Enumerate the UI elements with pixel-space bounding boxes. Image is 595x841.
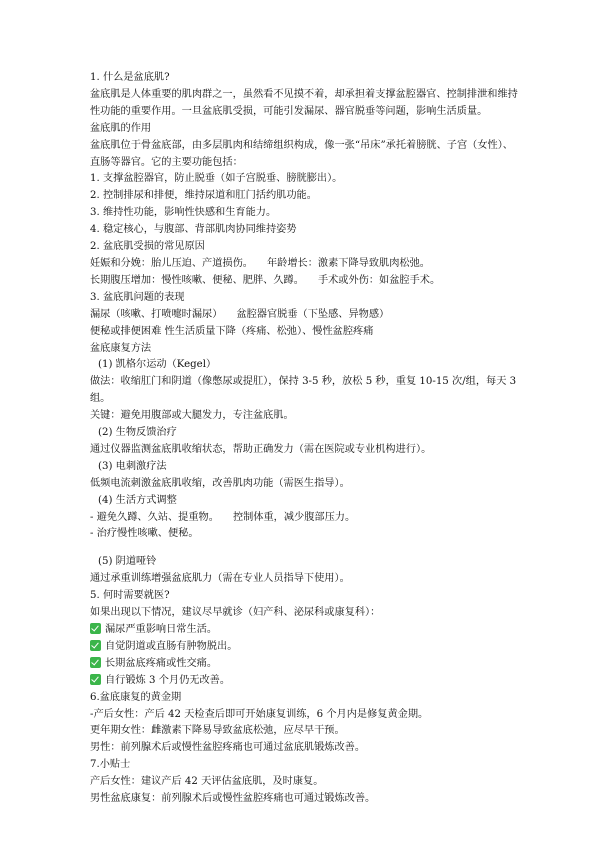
estim-text: 低频电流刺激盆底肌收缩，改善肌肉功能（需医生指导）。 xyxy=(90,477,350,489)
golden-period-heading: 6.盆底康复的黄金期 xyxy=(90,691,182,703)
section-1-heading: 1. 什么是盆底肌? xyxy=(90,72,170,83)
symptom-heading: 3. 盆底肌问题的表现 xyxy=(90,291,185,303)
golden-period-item: -产后女性：产后 42 天检查后即可开始康复训练，6 个月内是修复黄金期。 xyxy=(90,708,429,720)
document-body xyxy=(90,70,520,808)
doctor-heading: 5. 何时需要就医? xyxy=(90,590,170,602)
kegel-key: 关键：避免用腹部或大腿发力，专注盆底肌。 xyxy=(90,410,294,422)
function-heading: 盆底肌的作用 xyxy=(90,122,152,134)
tips-item: 产后女性：建议产后 42 天评估盆底肌，及时康复。 xyxy=(90,776,324,788)
symptom-row: 便秘或排便困难 性生活质量下降（疼痛、松弛）、慢性盆腔疼痛 xyxy=(90,325,374,337)
lifestyle-item: 控制体重，减少腹部压力。 xyxy=(232,511,356,523)
cause-item: 年龄增长：激素下降导致肌肉松弛。 xyxy=(267,257,430,269)
golden-period-item: 男性：前列腺术后或慢性盆腔疼痛也可通过盆底肌锻炼改善。 xyxy=(90,742,366,754)
kegel-heading: (1) 凯格尔运动（Kegel） xyxy=(98,359,217,371)
check-icon xyxy=(90,657,101,668)
golden-period-item: 更年期女性：雌激素下降易导致盆底松弛，应尽早干预。 xyxy=(90,725,345,737)
check-icon xyxy=(90,640,101,651)
check-icon xyxy=(90,623,101,634)
function-item: 4. 稳定核心，与腹部、背部肌肉协同维持姿势 xyxy=(90,224,297,236)
cause-item: 妊娠和分娩：胎儿压迫、产道损伤。 xyxy=(90,257,253,269)
doctor-intro: 如果出现以下情况，建议尽早就诊（妇产科、泌尿科或康复科）： xyxy=(90,607,381,619)
function-item: 1. 支撑盆腔器官，防止脱垂（如子宫脱垂、膀胱膨出）。 xyxy=(90,173,343,185)
rehab-heading: 盆底康复方法 xyxy=(90,342,152,354)
function-paragraph: 盆底肌位于骨盆底部，由多层肌肉和结缔组织构成，像一张“吊床”承托着膀胱、子宫（女性）、直肠等器官。它的主要功能包括： xyxy=(90,139,513,168)
cause-row xyxy=(90,256,520,273)
biofeedback-heading: (2) 生物反馈治疗 xyxy=(98,427,177,439)
dumbbell-text: 通过承重训练增强盆底肌力（需在专业人员指导下使用）。 xyxy=(90,573,350,585)
tips-heading: 7.小贴士 xyxy=(90,759,131,771)
cause-heading: 2. 盆底肌受损的常见原因 xyxy=(90,241,205,253)
dumbbell-heading: (5) 阴道哑铃 xyxy=(98,556,157,568)
tips-item: 男性盆底康复：前列腺术后或慢性盆腔疼痛也可通过锻炼改善。 xyxy=(90,793,376,805)
lifestyle-item: - 避免久蹲、久站、提重物。 xyxy=(90,511,219,523)
cause-item: 长期腹压增加：慢性咳嗽、便秘、肥胖、久蹲。 xyxy=(90,274,304,286)
symptom-row xyxy=(90,307,520,324)
lifestyle-row xyxy=(90,510,520,527)
function-item: 2. 控制排尿和排便，维持尿道和肛门括约肌功能。 xyxy=(90,190,317,202)
lifestyle-item: - 治疗慢性咳嗽、便秘。 xyxy=(90,528,199,540)
section-1-paragraph: 盆底肌是人体重要的肌肉群之一，虽然看不见摸不着，却承担着支撑盆腔器官、控制排泄和维持性功能的重要作用。一旦盆底肌受损，可能引发漏尿、器官脱垂等问题，影响生活质量。 xyxy=(90,88,518,117)
check-icon xyxy=(90,674,101,685)
cause-item: 手术或外伤：如盆腔手术。 xyxy=(317,274,441,286)
kegel-method: 做法：收缩肛门和阴道（像憋尿或提肛），保持 3-5 秒，放松 5 秒，重复 10-15 次/组，每天 3 组。 xyxy=(90,376,517,405)
cause-row xyxy=(90,273,520,290)
symptom-item: 盆腔器官脱垂（下坠感、异物感） xyxy=(236,308,390,320)
spacer xyxy=(90,543,520,554)
function-item: 3. 维持性功能，影响性快感和生育能力。 xyxy=(90,207,277,219)
doctor-item: 漏尿严重影响日常生活。 xyxy=(90,622,520,639)
biofeedback-text: 通过仪器监测盆底肌收缩状态，帮助正确发力（需在医院或专业机构进行）。 xyxy=(90,443,432,455)
doctor-item: 自行锻炼 3 个月仍无改善。 xyxy=(90,673,520,690)
doctor-item: 自觉阴道或直肠有肿物脱出。 xyxy=(90,639,520,656)
lifestyle-heading: (4) 生活方式调整 xyxy=(98,494,177,506)
estim-heading: (3) 电刺激疗法 xyxy=(98,460,167,472)
doctor-item: 长期盆底疼痛或性交痛。 xyxy=(90,656,520,673)
symptom-item: 漏尿（咳嗽、打喷嚏时漏尿） xyxy=(90,308,223,320)
